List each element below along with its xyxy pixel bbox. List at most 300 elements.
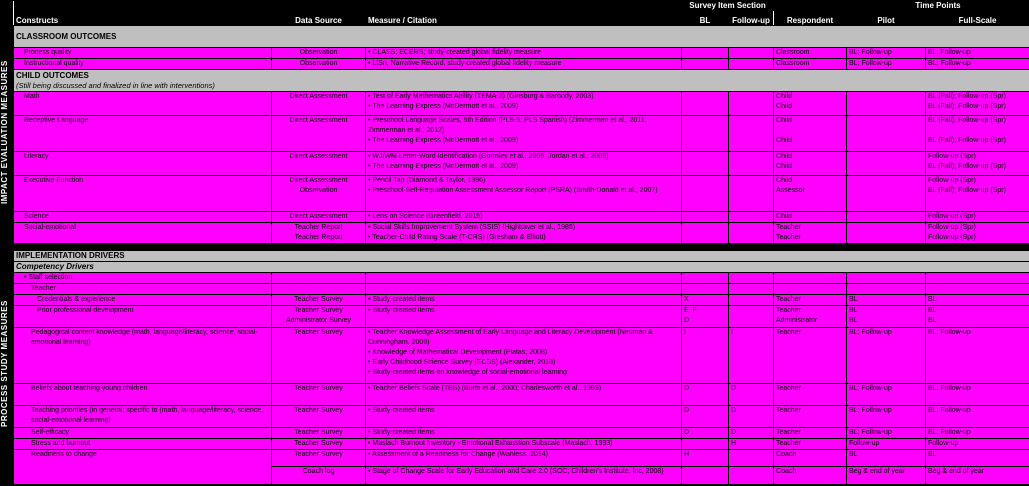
construct-cell[interactable] [14, 176, 272, 212]
cell-line: Direct Assessment [289, 153, 348, 160]
cell-line: BL; Follow-up [849, 385, 892, 392]
bl-cell[interactable] [682, 467, 729, 485]
full-scale-cell[interactable] [926, 467, 1029, 485]
respondent-cell[interactable] [774, 328, 847, 384]
respondent-cell[interactable] [774, 212, 847, 223]
full-scale-cell[interactable] [926, 295, 1029, 306]
follow-up-cell[interactable] [729, 176, 774, 212]
cell-line: Self-efficacy [31, 429, 69, 436]
cell-line: Teacher [776, 429, 801, 436]
section-title: Competency Drivers [16, 262, 94, 271]
cell-line: BL (Fall); Follow-up (Spr) [928, 163, 1006, 170]
measure-cell[interactable] [366, 384, 682, 406]
pilot-cell[interactable] [847, 59, 926, 70]
bl-cell[interactable] [682, 212, 729, 223]
measures-table [13, 0, 1029, 485]
table-row [14, 116, 1029, 152]
cell-line: Direct Assessment [289, 93, 348, 100]
cell-line: D [731, 429, 737, 436]
cell-line: • Study-created items [368, 307, 435, 314]
section-band [14, 251, 1029, 262]
band-row [14, 70, 1029, 92]
follow-up-cell[interactable] [729, 467, 774, 485]
cell-line: BL; Follow-up [849, 429, 892, 436]
table-row [14, 284, 1029, 295]
cell-line: Receptive Language [24, 117, 89, 124]
cell-line: Follow-up (Spr) [928, 224, 976, 231]
cell-line: Pedagogical content knowledge (math, language/literacy, science, social-emotional learning) [31, 329, 258, 346]
cell-line: Child [776, 117, 792, 124]
construct-cell[interactable] [14, 223, 272, 244]
cell-line: BL (Fall); Follow-up (Spr) [928, 187, 1006, 194]
table-row [14, 59, 1029, 70]
construct-cell[interactable] [14, 273, 272, 284]
cell-line: Classroom [776, 49, 810, 56]
cell-line: D [731, 407, 737, 414]
cell-line: • CLASS; ECERS; study-created global fidelity measure [368, 49, 542, 56]
follow-up-cell[interactable] [729, 92, 774, 116]
measure-cell[interactable] [366, 59, 682, 70]
full-scale-cell[interactable] [926, 328, 1029, 384]
follow-up-cell[interactable] [729, 439, 774, 450]
cell-line: • Stage of Change Scale for Early Education and Care 2.0 (SOC; Children's Institute, Inc, 2008) [368, 468, 664, 475]
cell-line: • The Learning Express (McDermott et al., 2009) [368, 137, 519, 144]
table-row [14, 176, 1029, 212]
cell-line: Instructional quality [24, 60, 84, 67]
data-source-cell[interactable] [272, 439, 366, 450]
construct-cell[interactable] [14, 59, 272, 70]
cell-line: Stress and burnout [31, 440, 91, 447]
cell-line: Follow-up (Spr) [928, 177, 976, 184]
follow-up-cell[interactable] [729, 152, 774, 176]
cell-line: BL; Follow-up [928, 429, 971, 436]
pilot-cell[interactable] [847, 439, 926, 450]
header-group-row [14, 1, 1029, 11]
follow-up-cell[interactable] [729, 384, 774, 406]
cell-line: H [684, 451, 690, 458]
cell-line: Coach log [302, 468, 335, 475]
follow-up-cell[interactable] [729, 116, 774, 152]
cell-line: Follow-up [849, 440, 880, 447]
measure-cell[interactable] [366, 212, 682, 223]
cell-line: Social-emotional [24, 224, 76, 231]
cell-line [776, 126, 844, 136]
cell-line: Follow-up (Spr) [928, 153, 976, 160]
follow-up-cell[interactable] [729, 328, 774, 384]
follow-up-cell[interactable] [729, 212, 774, 223]
respondent-cell[interactable] [774, 59, 847, 70]
data-source-cell[interactable] [272, 450, 366, 467]
construct-cell[interactable] [14, 48, 272, 59]
cell-line: Follow-up (Spr) [928, 213, 976, 220]
band-row [14, 262, 1029, 273]
cell-line: Teacher [31, 285, 56, 292]
cell-line: I [731, 329, 733, 336]
respondent-cell[interactable] [774, 223, 847, 244]
divider-row [14, 244, 1029, 251]
full-scale-cell[interactable] [926, 439, 1029, 450]
pilot-cell[interactable] [847, 152, 926, 176]
measure-cell[interactable] [366, 328, 682, 384]
cell-line: • Teacher-Child Rating Scale (T-CRS) (Gresham & Elliott) [368, 234, 546, 241]
data-source-cell[interactable] [272, 273, 366, 284]
measure-cell[interactable] [366, 116, 682, 152]
bl-cell[interactable] [682, 306, 729, 328]
respondent-cell[interactable] [774, 295, 847, 306]
cell-line: Teacher Survey [294, 440, 343, 447]
full-scale-cell[interactable] [926, 306, 1029, 328]
cell-line: Observation [299, 187, 338, 194]
construct-cell[interactable] [14, 284, 272, 295]
cell-line: Executive Function [24, 177, 84, 184]
section-divider [14, 244, 1029, 251]
full-scale-cell[interactable] [926, 176, 1029, 212]
cell-line: BL; Follow-up [849, 407, 892, 414]
cell-line: BL; Follow-up [928, 407, 971, 414]
measure-cell[interactable] [366, 273, 682, 284]
respondent-cell[interactable] [774, 152, 847, 176]
cell-line: BL; Follow-up [849, 60, 892, 67]
respondent-cell[interactable] [774, 450, 847, 467]
data-source-cell[interactable] [272, 406, 366, 428]
measure-cell[interactable] [366, 450, 682, 467]
cell-line: BL [928, 451, 937, 458]
pilot-cell[interactable] [847, 406, 926, 428]
pilot-cell[interactable] [847, 116, 926, 152]
construct-cell[interactable] [14, 295, 272, 306]
column-header-full-scale: Full-Scale [926, 11, 1029, 26]
cell-line: • Staff selection [24, 274, 73, 281]
respondent-cell[interactable] [774, 467, 847, 485]
section-band [14, 262, 1029, 273]
full-scale-cell[interactable] [926, 223, 1029, 244]
full-scale-cell[interactable] [926, 384, 1029, 406]
data-source-cell[interactable] [272, 212, 366, 223]
table-row [14, 439, 1029, 450]
respondent-cell[interactable] [774, 306, 847, 328]
measure-cell[interactable] [366, 428, 682, 439]
construct-cell[interactable] [14, 384, 272, 406]
bl-cell[interactable] [682, 428, 729, 439]
data-source-cell[interactable] [272, 284, 366, 295]
table-row [14, 295, 1029, 306]
cell-line: H [731, 440, 737, 447]
full-scale-cell[interactable] [926, 406, 1029, 428]
construct-cell[interactable] [14, 306, 272, 328]
cell-line: BL (Fall); Follow-up (Spr) [928, 93, 1006, 100]
data-source-cell[interactable] [272, 48, 366, 59]
table-row [14, 450, 1029, 467]
bl-cell[interactable] [682, 116, 729, 152]
cell-line: Teacher Survey [294, 296, 343, 303]
cell-line: BL [928, 317, 937, 324]
measure-cell[interactable] [366, 48, 682, 59]
data-source-cell[interactable] [272, 92, 366, 116]
data-source-cell[interactable] [272, 306, 366, 328]
section-title: CLASSROOM OUTCOMES [16, 31, 117, 41]
bl-cell[interactable] [682, 284, 729, 295]
construct-cell[interactable] [14, 116, 272, 152]
respondent-cell[interactable] [774, 406, 847, 428]
cell-line: Child [776, 163, 792, 170]
table-row [14, 384, 1029, 406]
pilot-cell[interactable] [847, 295, 926, 306]
cell-line: D [684, 407, 690, 414]
data-source-cell[interactable] [272, 467, 366, 485]
cell-line: BL [849, 317, 858, 324]
follow-up-cell[interactable] [729, 450, 774, 467]
follow-up-cell[interactable] [729, 48, 774, 59]
cell-line: Teacher Survey [294, 429, 343, 436]
cell-line: Process quality [24, 49, 72, 56]
column-header-pilot: Pilot [847, 11, 926, 26]
bl-cell[interactable] [682, 59, 729, 70]
cell-line: Observation [299, 60, 338, 67]
cell-line [928, 126, 1027, 136]
follow-up-cell[interactable] [729, 284, 774, 295]
construct-cell[interactable] [14, 450, 272, 485]
data-source-cell[interactable] [272, 59, 366, 70]
cell-line: Teacher [776, 234, 801, 241]
cell-line: • Lens on Science (Greenfield, 2015) [368, 213, 483, 220]
band-row [14, 251, 1029, 262]
pilot-cell[interactable] [847, 428, 926, 439]
cell-line: Teacher [776, 329, 801, 336]
pilot-cell[interactable] [847, 328, 926, 384]
measure-cell[interactable] [366, 284, 682, 295]
data-source-cell[interactable] [272, 176, 366, 212]
full-scale-cell[interactable] [926, 428, 1029, 439]
cell-line: Child [776, 153, 792, 160]
table-row [14, 406, 1029, 428]
cell-line: BL (Fall); Follow-up (Spr) [928, 117, 1006, 124]
respondent-cell[interactable] [774, 273, 847, 284]
cell-line: BL [849, 296, 858, 303]
data-source-cell[interactable] [272, 152, 366, 176]
group-header-time-points: Time Points [847, 1, 1029, 11]
cell-line: • Knowledge of Mathematical Development (Platas, 2008) [368, 349, 548, 356]
measure-cell[interactable] [366, 176, 682, 212]
construct-cell[interactable] [14, 428, 272, 439]
bl-cell[interactable] [682, 439, 729, 450]
cell-line: Teaching priorities (in general; specific to (math, language/literacy, science, social-emotional learning) [31, 407, 264, 424]
follow-up-cell[interactable] [729, 306, 774, 328]
data-source-cell[interactable] [272, 428, 366, 439]
cell-line: Classroom [776, 60, 810, 67]
band-row [14, 26, 1029, 48]
respondent-cell[interactable] [774, 284, 847, 295]
cell-line: • WJ/WM Letter-Word Identification (Gormley et al., 2005; Jordan et al., 2003) [368, 153, 609, 160]
cell-line: • LISn, Narrative Record, study-created global fidelity measure [368, 60, 562, 67]
measure-cell[interactable] [366, 92, 682, 116]
section-band [14, 70, 1029, 92]
data-source-cell[interactable] [272, 116, 366, 152]
cell-line: • Social Skills Improvement System (SSIS) (Hightower et al., 1986) [368, 224, 576, 231]
bl-cell[interactable] [682, 92, 729, 116]
cell-line: • Pencil Tap (Diamond & Taylor, 1996) [368, 177, 486, 184]
construct-cell[interactable] [14, 406, 272, 428]
pilot-cell[interactable] [847, 467, 926, 485]
cell-line: • Test of Early Mathematics Ability (TEMA-3) (Ginsburg & Baroody, 2003) [368, 93, 594, 100]
cell-line: Coach [776, 451, 797, 458]
cell-line: I [684, 329, 686, 336]
cell-line: Child [776, 177, 792, 184]
respondent-cell[interactable] [774, 48, 847, 59]
group-header-survey-item-section: Survey Item Section [682, 1, 774, 11]
cell-line: BL; Follow-up [849, 329, 892, 336]
pilot-cell[interactable] [847, 306, 926, 328]
cell-line: Child [776, 103, 792, 110]
construct-cell[interactable] [14, 152, 272, 176]
cell-line: Teacher Report [294, 224, 343, 231]
cell-line: D [684, 429, 690, 436]
respondent-cell[interactable] [774, 428, 847, 439]
cell-line: D [731, 385, 737, 392]
table-row [14, 48, 1029, 59]
cell-line: Readiness to change [31, 451, 97, 458]
pilot-cell[interactable] [847, 212, 926, 223]
respondent-cell[interactable] [774, 92, 847, 116]
follow-up-cell[interactable] [729, 273, 774, 284]
construct-cell[interactable] [14, 439, 272, 450]
cell-line: Prior professional development [37, 307, 134, 314]
full-scale-cell[interactable] [926, 284, 1029, 295]
cell-line: • Teacher Beliefs Scale (TBS) (Burts et al., 2000; Charlesworth et al., 1993) [368, 385, 602, 392]
respondent-cell[interactable] [774, 116, 847, 152]
cell-line: Child [776, 137, 792, 144]
cell-line: • Preschool Language Scales, 5th Edition (PLS-5; PLS Spanish) (Zimmerman et al., 2011; Zimmerman et al., 2012) [368, 117, 647, 134]
cell-line: D [684, 385, 690, 392]
pilot-cell[interactable] [847, 223, 926, 244]
respondent-cell[interactable] [774, 384, 847, 406]
table-row [14, 223, 1029, 244]
cell-line: Teacher Survey [294, 451, 343, 458]
measure-cell[interactable] [366, 223, 682, 244]
cell-line: • The Learning Express (McDermott et al., 2009) [368, 103, 519, 110]
follow-up-cell[interactable] [729, 295, 774, 306]
column-header-bl: BL [682, 11, 729, 26]
follow-up-cell[interactable] [729, 59, 774, 70]
full-scale-cell[interactable] [926, 152, 1029, 176]
cell-line: X [684, 296, 689, 303]
cell-line: Credentials & experience [37, 296, 116, 303]
bl-cell[interactable] [682, 384, 729, 406]
full-scale-cell[interactable] [926, 212, 1029, 223]
bl-cell[interactable] [682, 295, 729, 306]
respondent-cell[interactable] [774, 176, 847, 212]
respondent-cell[interactable] [774, 439, 847, 450]
pilot-cell[interactable] [847, 48, 926, 59]
column-header-follow-up: Follow-up [729, 11, 774, 26]
pilot-cell[interactable] [847, 176, 926, 212]
full-scale-cell[interactable] [926, 273, 1029, 284]
measure-cell[interactable] [366, 467, 682, 485]
cell-line: Direct Assessment [289, 117, 348, 124]
cell-line: Coach [776, 468, 797, 475]
bl-cell[interactable] [682, 48, 729, 59]
cell-line: BL; Follow-up [849, 49, 892, 56]
bl-cell[interactable] [682, 328, 729, 384]
pilot-cell[interactable] [847, 284, 926, 295]
pilot-cell[interactable] [847, 384, 926, 406]
column-header-data-source: Data Source [272, 1, 366, 26]
cell-line: Beg & end of year [849, 468, 906, 475]
cell-line: • The Learning Express (McDermott et al., 2009) [368, 163, 519, 170]
measure-cell[interactable] [366, 406, 682, 428]
full-scale-cell[interactable] [926, 92, 1029, 116]
full-scale-cell[interactable] [926, 59, 1029, 70]
cell-line: Follow-up [928, 440, 959, 447]
cell-line: BL [849, 307, 858, 314]
table-row [14, 92, 1029, 116]
construct-cell[interactable] [14, 212, 272, 223]
data-source-cell[interactable] [272, 223, 366, 244]
cell-line: Teacher [776, 440, 801, 447]
follow-up-cell[interactable] [729, 428, 774, 439]
table-row [14, 273, 1029, 284]
cell-line: Direct Assessment [289, 177, 348, 184]
cell-line: Teacher Survey [294, 407, 343, 414]
cell-line: BL; Follow-up [928, 60, 971, 67]
follow-up-cell[interactable] [729, 223, 774, 244]
full-scale-cell[interactable] [926, 116, 1029, 152]
measure-cell[interactable] [366, 152, 682, 176]
full-scale-cell[interactable] [926, 48, 1029, 59]
bl-cell[interactable] [682, 273, 729, 284]
cell-line: Child [776, 93, 792, 100]
section-title: IMPLEMENTATION DRIVERS [16, 251, 125, 260]
full-scale-cell[interactable] [926, 450, 1029, 467]
pilot-cell[interactable] [847, 273, 926, 284]
cell-line: BL; Follow-up [928, 329, 971, 336]
data-source-cell[interactable] [272, 328, 366, 384]
cell-line: Science [24, 213, 49, 220]
bl-cell[interactable] [682, 450, 729, 467]
side-label-process-study: PROCESS STUDY MEASURES [0, 247, 13, 481]
pilot-cell[interactable] [847, 92, 926, 116]
bl-cell[interactable] [682, 406, 729, 428]
construct-cell[interactable] [14, 92, 272, 116]
follow-up-cell[interactable] [729, 406, 774, 428]
cell-line: Follow-up (Spr) [928, 234, 976, 241]
column-header-constructs: Constructs [14, 1, 272, 26]
construct-cell[interactable] [14, 328, 272, 384]
cell-line: • Preschool Self-Regulation Assessment Assessor Report (PSRA) (Smith-Donald et al., 2007) [368, 187, 658, 194]
cell-line: E, F [684, 307, 697, 314]
cell-line: D [684, 317, 690, 324]
cell-line: Beliefs about teaching young children [31, 385, 148, 392]
data-source-cell[interactable] [272, 384, 366, 406]
measure-cell[interactable] [366, 306, 682, 328]
cell-line: • Assessment of a Readiness for Change (Wanless, 2014) [368, 451, 549, 458]
cell-line: Administrator [776, 317, 818, 324]
cell-line: BL [928, 307, 937, 314]
bl-cell[interactable] [682, 176, 729, 212]
cell-line: Administrator Survey [286, 317, 351, 324]
cell-line: • Early Childhood Science Survey (ECSS) (Alexander, 2018) [368, 359, 556, 366]
cell-line: BL; Follow-up [928, 49, 971, 56]
cell-line: Teacher Survey [294, 385, 343, 392]
measure-cell[interactable] [366, 295, 682, 306]
bl-cell[interactable] [682, 152, 729, 176]
data-source-cell[interactable] [272, 295, 366, 306]
pilot-cell[interactable] [847, 450, 926, 467]
cell-line: Literacy [24, 153, 49, 160]
bl-cell[interactable] [682, 223, 729, 244]
cell-line: Teacher [776, 224, 801, 231]
measure-cell[interactable] [366, 439, 682, 450]
table-row [14, 306, 1029, 328]
